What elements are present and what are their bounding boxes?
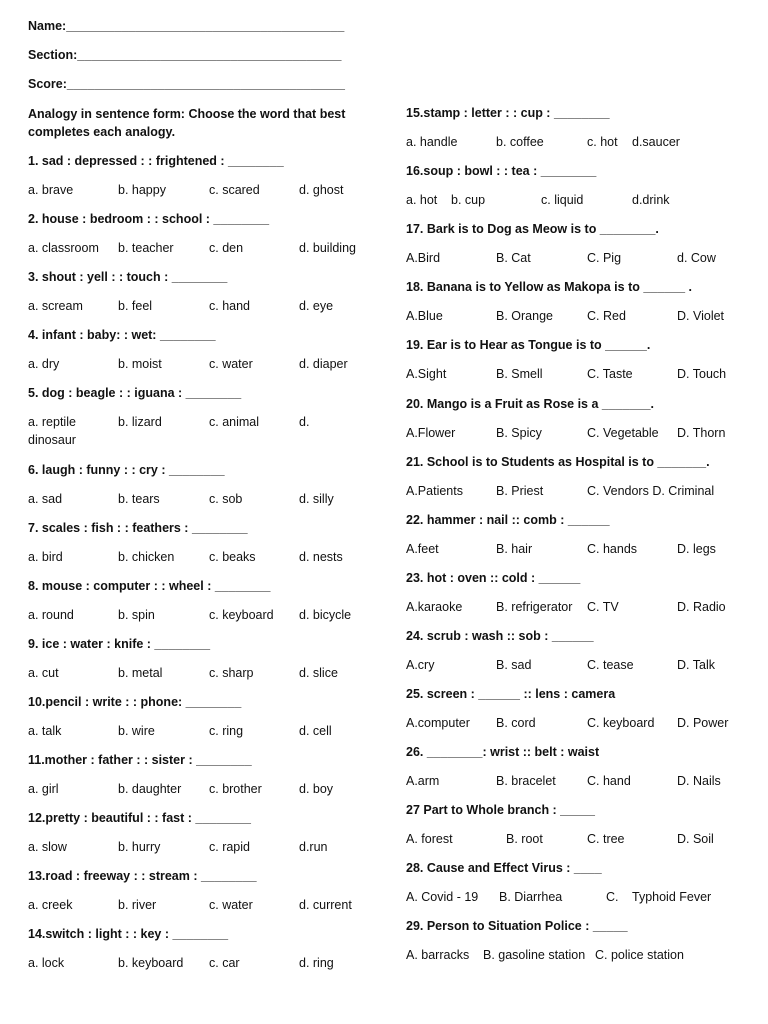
name-field[interactable]: Name:________________________________________	[28, 19, 345, 33]
answer-option[interactable]: B. refrigerator	[496, 599, 573, 614]
answer-option[interactable]: a. girl	[28, 782, 59, 796]
answer-option[interactable]: d. eye	[299, 299, 334, 314]
answer-option[interactable]: b. keyboard	[118, 956, 184, 971]
answer-option[interactable]: a. round	[28, 607, 74, 622]
answer-option[interactable]: a. sad	[28, 491, 63, 506]
answer-option[interactable]: D. Soil	[677, 832, 714, 847]
answer-option[interactable]: c. liquid	[541, 193, 584, 208]
answer-option[interactable]: a. classroom	[28, 241, 99, 256]
answer-option[interactable]: a. dry	[28, 357, 60, 372]
answer-option[interactable]: b. hurry	[118, 840, 161, 855]
answer-option[interactable]: c. ring	[209, 723, 244, 738]
answer-option[interactable]: B. root	[506, 832, 543, 847]
question-text: 16.soup : bowl : : tea : ________	[406, 164, 597, 179]
question-text: 2. house : bedroom : : school : ________	[28, 212, 270, 227]
instructions-line-1: Analogy in sentence form: Choose the word that best	[28, 107, 346, 121]
question-text: 1. sad : depressed : : frightened : ________	[28, 154, 284, 168]
question-text: 9. ice : water : knife : ________	[28, 636, 211, 651]
answer-option[interactable]: C. Pig	[587, 251, 622, 266]
answer-option[interactable]: B. Orange	[496, 309, 553, 324]
answer-option[interactable]: C. Red	[587, 309, 626, 324]
answer-option[interactable]: d. diaper	[299, 357, 348, 372]
answer-option[interactable]: B. sad	[496, 657, 532, 672]
question-text: 17. Bark is to Dog as Meow is to ________.	[406, 222, 659, 237]
answer-option[interactable]: a. handle	[406, 135, 458, 149]
answer-option[interactable]: D. Talk	[677, 657, 715, 672]
answer-option[interactable]: d.run	[299, 840, 328, 855]
answer-option[interactable]: A.karaoke	[406, 599, 463, 614]
answer-option[interactable]: D. Radio	[677, 599, 726, 614]
answer-option[interactable]: A.computer	[406, 716, 470, 730]
answer-option[interactable]: C. hands	[587, 541, 638, 556]
answer-option[interactable]: c. sharp	[209, 665, 254, 680]
answer-option[interactable]: a. scream	[28, 299, 83, 314]
answer-option[interactable]: D. Touch	[677, 367, 727, 382]
answer-option[interactable]: A. forest	[406, 832, 453, 847]
answer-option[interactable]: b. daughter	[118, 782, 182, 796]
answer-option[interactable]: b. chicken	[118, 549, 175, 564]
question-text: 13.road : freeway : : stream : ________	[28, 869, 257, 884]
answer-option[interactable]: b. spin	[118, 607, 155, 622]
question-text: 4. infant : baby: : wet: ________	[28, 328, 216, 343]
answer-option[interactable]: d. nests	[299, 549, 343, 564]
question-text: 26. ________: wrist :: belt : waist	[406, 745, 600, 760]
answer-option[interactable]: C.	[606, 890, 619, 905]
answer-option[interactable]: c. brother	[209, 782, 262, 796]
answer-option[interactable]: c. rapid	[209, 840, 250, 855]
answer-option[interactable]: d.	[299, 415, 310, 430]
answer-option[interactable]: b. metal	[118, 665, 163, 680]
question-text: 22. hammer : nail :: comb : ______	[406, 512, 610, 527]
answer-option[interactable]: d. ghost	[299, 183, 344, 197]
answer-option[interactable]: A.Flower	[406, 425, 456, 440]
question-text: 24. scrub : wash :: sob : ______	[406, 628, 594, 643]
answer-option[interactable]: C. Vendors D. Criminal	[587, 483, 715, 498]
answer-option[interactable]: A. barracks	[406, 948, 470, 963]
question-text: 21. School is to Students as Hospital is to _______.	[406, 454, 710, 469]
section-field[interactable]: Section:______________________________________	[28, 48, 342, 62]
answer-option[interactable]: B. hair	[496, 541, 533, 556]
answer-option[interactable]: C. police station	[595, 948, 684, 963]
answer-option[interactable]: d. silly	[299, 491, 334, 506]
answer-option[interactable]: d. boy	[299, 782, 334, 796]
answer-option[interactable]: c. water	[209, 898, 253, 913]
answer-option[interactable]: d.drink	[632, 193, 670, 208]
answer-option[interactable]: d. slice	[299, 665, 338, 680]
answer-option[interactable]: c. water	[209, 357, 253, 372]
answer-option[interactable]: b. cup	[451, 193, 486, 208]
answer-option[interactable]: C. hand	[587, 774, 631, 789]
question-text: 14.switch : light : : key : ________	[28, 927, 229, 942]
question-text: 19. Ear is to Hear as Tongue is to ______.	[406, 338, 651, 353]
answer-option[interactable]: a. brave	[28, 183, 74, 197]
answer-option[interactable]: A.Patients	[406, 483, 463, 498]
answer-option[interactable]: a. hot	[406, 193, 438, 208]
question-text: 28. Cause and Effect Virus : ____	[406, 861, 602, 876]
answer-option[interactable]: A.Sight	[406, 367, 447, 382]
answer-option[interactable]: A.feet	[406, 541, 439, 556]
answer-option[interactable]: b. river	[118, 898, 157, 913]
question-text: 18. Banana is to Yellow as Makopa is to ______ .	[406, 280, 693, 295]
question-text: 20. Mango is a Fruit as Rose is a _______.	[406, 396, 655, 411]
question-text: 8. mouse : computer : : wheel : ________	[28, 578, 271, 593]
answer-option[interactable]: c. animal	[209, 415, 260, 430]
answer-option[interactable]: d. building	[299, 241, 356, 256]
answer-option[interactable]: D. Power	[677, 716, 729, 730]
answer-option[interactable]: D. Violet	[677, 309, 725, 324]
answer-option[interactable]: D. legs	[677, 541, 716, 556]
question-text: 15.stamp : letter : : cup : ________	[406, 106, 610, 120]
answer-option[interactable]: b. moist	[118, 357, 162, 372]
answer-option[interactable]: Typhoid Fever	[632, 890, 712, 905]
answer-option[interactable]: a. lock	[28, 956, 65, 971]
answer-option[interactable]: A.Bird	[406, 251, 441, 266]
answer-option[interactable]: b. wire	[118, 723, 155, 738]
question-text: 25. screen : ______ :: lens : camera	[406, 687, 616, 701]
answer-option[interactable]: B. Smell	[496, 367, 543, 382]
question-text: 23. hot : oven :: cold : ______	[406, 570, 581, 585]
answer-option[interactable]: C. Vegetable	[587, 425, 659, 440]
answer-option[interactable]: a. bird	[28, 549, 63, 564]
answer-option[interactable]: C. TV	[587, 599, 619, 614]
answer-option[interactable]: c. hot	[587, 135, 618, 149]
answer-option[interactable]: B. bracelet	[496, 774, 556, 789]
answer-option[interactable]: c. den	[209, 241, 244, 256]
question-text: 6. laugh : funny : : cry : ________	[28, 462, 225, 477]
question-text: 10.pencil : write : : phone: ________	[28, 694, 242, 709]
answer-option[interactable]: a. slow	[28, 840, 67, 855]
answer-option[interactable]: A. Covid - 19	[406, 890, 479, 905]
answer-option[interactable]: a. creek	[28, 898, 73, 913]
answer-option[interactable]: c. scared	[209, 183, 260, 197]
answer-option[interactable]: b. coffee	[496, 135, 544, 149]
answer-option[interactable]: C. tree	[587, 832, 625, 847]
answer-option[interactable]: d.saucer	[632, 135, 680, 149]
answer-option[interactable]: B. cord	[496, 716, 536, 730]
answer-option[interactable]: a. cut	[28, 665, 59, 680]
answer-option[interactable]: c. keyboard	[209, 607, 274, 622]
answer-option[interactable]: B. Spicy	[496, 425, 542, 440]
answer-option[interactable]: a. reptile	[28, 415, 76, 430]
answer-option[interactable]: b. tears	[118, 491, 160, 506]
question-text: 5. dog : beagle : : iguana : ________	[28, 386, 242, 401]
answer-option[interactable]: d. Cow	[677, 251, 716, 266]
question-text: 11.mother : father : : sister : ________	[28, 753, 252, 767]
answer-option[interactable]: b. lizard	[118, 415, 162, 430]
answer-option[interactable]: A.cry	[406, 657, 435, 672]
answer-option[interactable]: c. car	[209, 956, 240, 971]
answer-option[interactable]: B. gasoline station	[483, 948, 586, 963]
answer-option[interactable]: c. beaks	[209, 549, 256, 564]
answer-option[interactable]: A.arm	[406, 774, 440, 789]
answer-option[interactable]: c. sob	[209, 491, 243, 506]
question-text: 27 Part to Whole branch : _____	[406, 803, 595, 818]
answer-option[interactable]: b. happy	[118, 183, 166, 197]
answer-option[interactable]: b. feel	[118, 299, 153, 314]
answer-option[interactable]: c. hand	[209, 299, 251, 314]
score-field[interactable]: Score:________________________________________	[28, 77, 345, 91]
answer-option[interactable]: d. cell	[299, 723, 332, 738]
answer-option[interactable]: a. talk	[28, 723, 62, 738]
answer-option[interactable]: C. Taste	[587, 367, 633, 382]
question-text: 7. scales : fish : : feathers : ________	[28, 520, 248, 535]
answer-option[interactable]: d. current	[299, 898, 352, 913]
answer-option[interactable]: C. keyboard	[587, 716, 655, 730]
answer-option[interactable]: d. ring	[299, 956, 334, 971]
answer-option[interactable]: B. Cat	[496, 251, 531, 266]
question-text: 3. shout : yell : : touch : ________	[28, 270, 228, 285]
answer-option[interactable]: D. Nails	[677, 774, 721, 789]
answer-option[interactable]: A.Blue	[406, 309, 443, 324]
question-text: 12.pretty : beautiful : : fast : ________	[28, 811, 251, 826]
answer-option[interactable]: B. Priest	[496, 483, 544, 498]
instructions-line-2: completes each analogy.	[28, 125, 176, 139]
answer-option[interactable]: d. bicycle	[299, 607, 352, 622]
answer-option[interactable]: B. Diarrhea	[499, 890, 563, 905]
answer-option[interactable]: b. teacher	[118, 241, 174, 256]
answer-option-wrap: dinosaur	[28, 433, 76, 448]
question-text: 29. Person to Situation Police : _____	[406, 919, 628, 934]
answer-option[interactable]: C. tease	[587, 657, 634, 672]
answer-option[interactable]: D. Thorn	[677, 425, 726, 440]
